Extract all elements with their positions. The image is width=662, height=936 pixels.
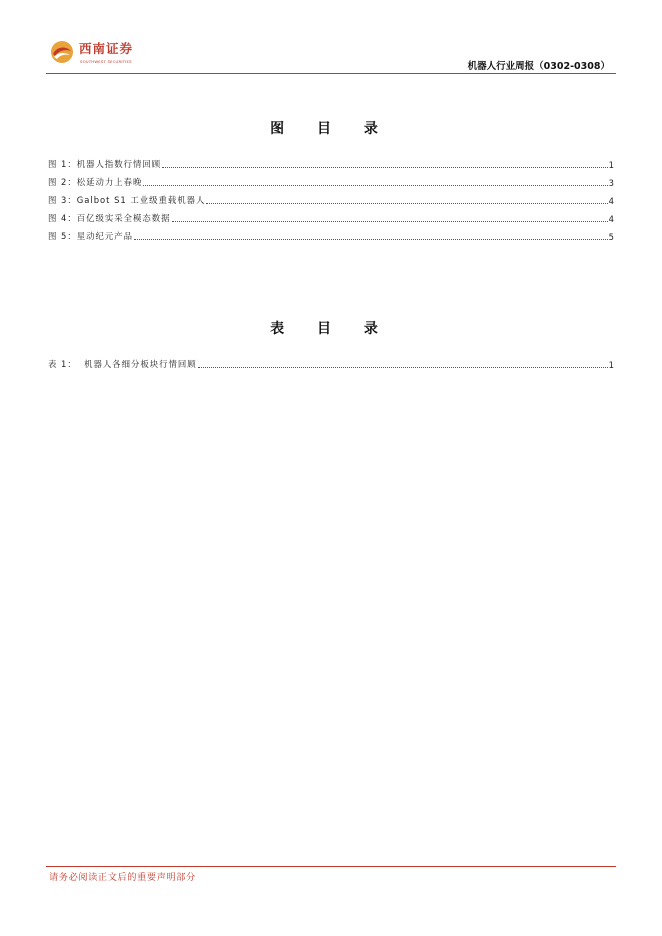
toc-dot-leader — [134, 239, 608, 240]
figures-toc-title: 图 目 录 — [270, 121, 392, 137]
logo-english-name: SOUTHWEST SECURITIES — [80, 59, 132, 64]
toc-entry-page: 3 — [608, 178, 614, 188]
toc-entry-figure-1[interactable] — [48, 152, 614, 170]
toc-dot-leader — [172, 221, 608, 222]
toc-entry-label: 图 2：松延动力上春晚 — [48, 177, 143, 187]
tables-toc-list — [48, 352, 614, 370]
figures-toc-list — [48, 152, 614, 242]
toc-entry-figure-2[interactable] — [48, 170, 614, 188]
toc-entry-page: 1 — [608, 160, 614, 170]
toc-entry-page: 1 — [608, 360, 614, 370]
toc-entry-label: 表 1： 机器人各细分板块行情回顾 — [48, 359, 197, 369]
toc-entry-label: 图 5：星动纪元产品 — [48, 231, 133, 241]
toc-entry-page: 4 — [608, 214, 614, 224]
disclaimer-note: 请务必阅读正文后的重要声明部分 — [49, 872, 196, 883]
toc-dot-leader — [198, 367, 608, 368]
toc-entry-label: 图 1：机器人指数行情回顾 — [48, 159, 162, 169]
toc-entry-figure-5[interactable] — [48, 224, 614, 242]
toc-entry-page: 4 — [608, 196, 614, 206]
toc-dot-leader — [206, 203, 607, 204]
toc-entry-table-1[interactable] — [48, 352, 614, 370]
toc-entry-page: 5 — [608, 232, 614, 242]
toc-entry-label: 图 3：Galbot S1 工业级重载机器人 — [48, 195, 206, 205]
tables-toc-title: 表 目 录 — [270, 321, 392, 337]
company-logo — [50, 40, 145, 68]
report-title: 机器人行业周报（0302-0308） — [467, 61, 610, 72]
toc-dot-leader — [143, 185, 607, 186]
footer-divider — [46, 866, 616, 867]
toc-entry-label: 图 4：百亿级实采全模态数据 — [48, 213, 171, 223]
header-divider — [46, 73, 616, 74]
company-logo-icon — [50, 40, 74, 64]
toc-dot-leader — [162, 167, 608, 168]
toc-entry-figure-3[interactable] — [48, 188, 614, 206]
toc-entry-figure-4[interactable] — [48, 206, 614, 224]
logo-chinese-name: 西南证券 — [79, 41, 134, 56]
